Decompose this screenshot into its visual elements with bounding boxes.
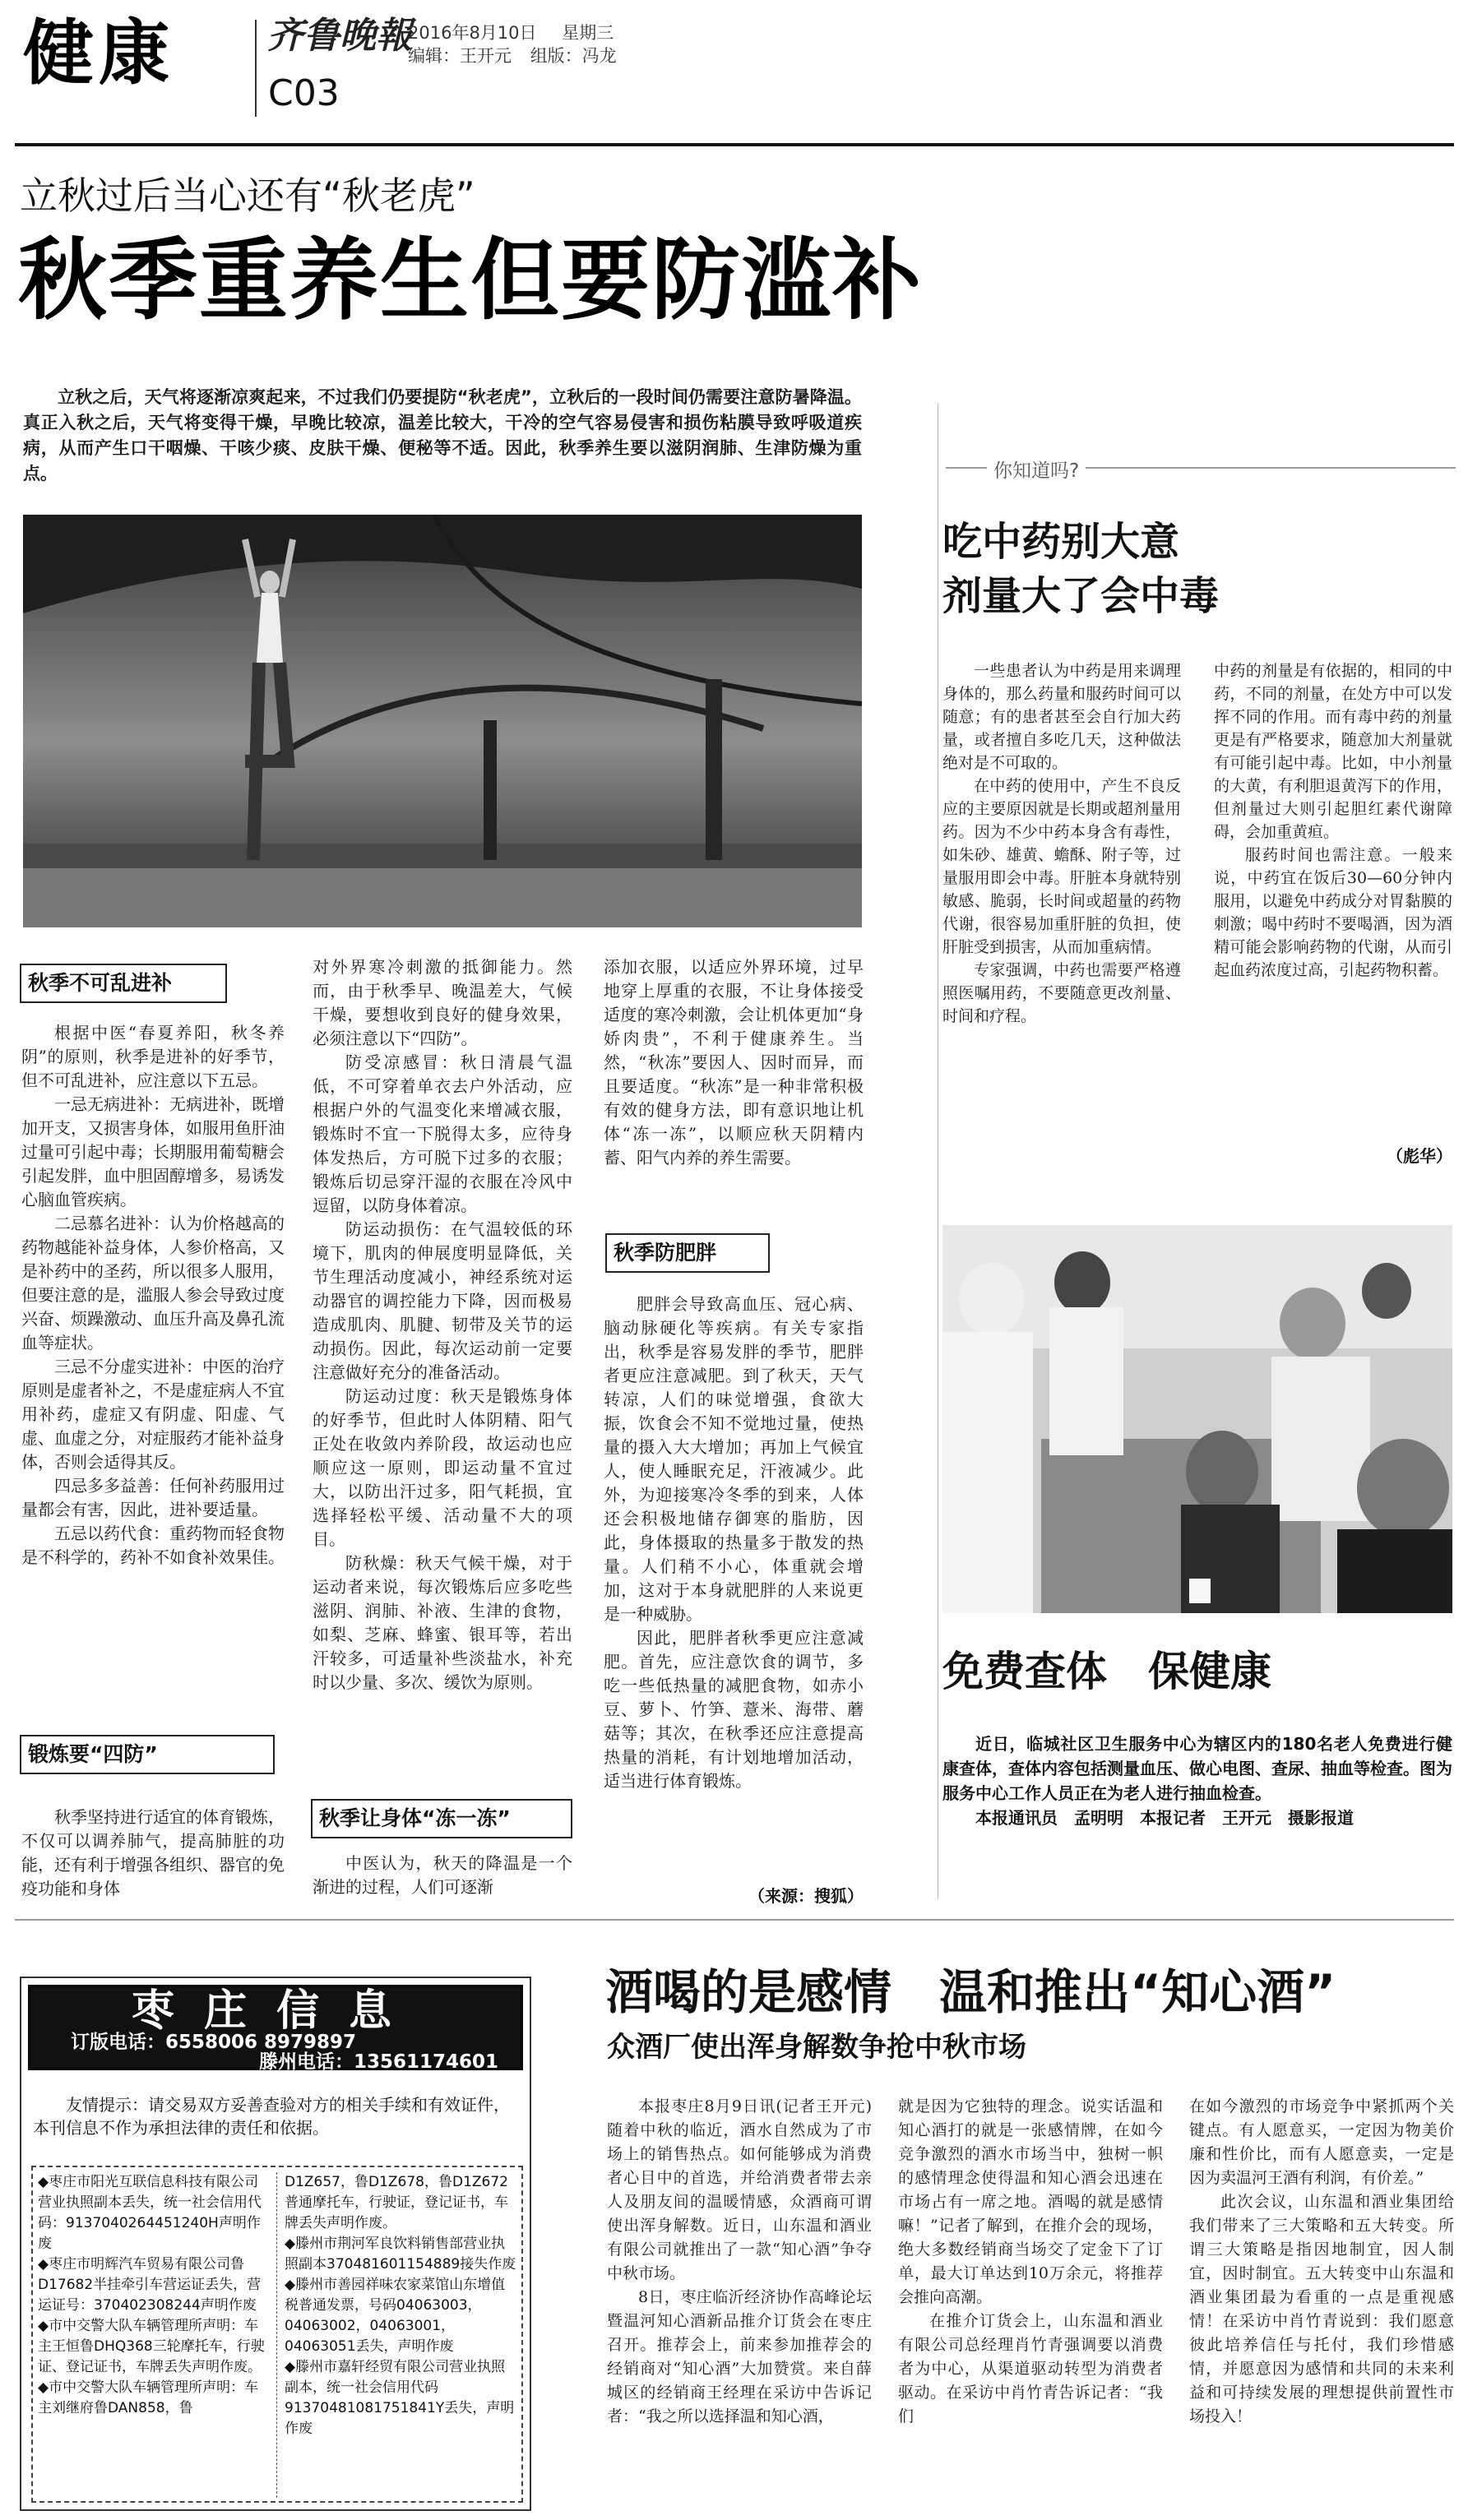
tcm-p5: 服药时间也需注意。一般来说，中药宜在饭后30—60分钟内服用，以避免中药成分对胃黏膜的刺激；喝中药时不要喝酒，因为酒精可能会影响药物的代谢，从而引起血药浓度过高，引起药物积蓄。 (1214, 846, 1452, 979)
wine-p3: 就是因为它独特的理念。说实话温和知心酒打的就是一张感情牌，在如今竞争激烈的酒水市场当中，独树一帜的感情理念使得温和知心酒会迅速在市场占有一席之地。酒喝的就是感情嘛！”记者了解到，在推介会的现场，绝大多数经销商当场交了定金下了订单，最大订单达到10万余元，将推荐会推向高潮。 (898, 2097, 1163, 2306)
checkup-caption (942, 1732, 1452, 1830)
ad-left-item: ◆枣庄市明辉汽车贸易有限公司鲁D17682半挂牵引车营运证丢失，营运证号：370402308244声明作废 (38, 2256, 262, 2314)
lead-intro-text: 立秋之后，天气将逐渐凉爽起来，不过我们仍要提防“秋老虎”，立秋后的一段时间仍需要注意防暑降温。真正入秋之后，天气将变得干燥，早晚比较凉，温差比较大，干冷的空气容易侵害和损伤粘膜导致呼吸道疾病，从而产生口干咽燥、干咳少痰、皮肤干燥、便秘等不适。因此，秋季养生要以滋阴润肺、生津防燥为重点。 (23, 387, 862, 483)
tcm-p3: 专家强调，中药也需要严格遵照医嘱用药，不要随意更改剂量、时间和疗程。 (942, 961, 1181, 1025)
tcm-title-2: 剂量大了会中毒 (942, 573, 1220, 619)
lead-headline: 秋季重养生但要防滥补 (18, 229, 924, 332)
col3-body (604, 955, 864, 1170)
wine-p1: 本报枣庄8月9日讯(记者王开元) 随着中秋的临近，酒水自然成为了市场上的销售热点。如何能够成为消费者心目中的首选，并给消费者带去亲人及朋友间的温暖情感，众酒商可谓使出浑身解数。近日，山东温和酒业有限公司就推出了一款“知心酒”争夺中秋市场。 (607, 2097, 888, 2282)
section-separator (15, 1919, 1454, 1921)
ad-title: 枣庄信息 (131, 1986, 421, 2036)
col2-p4: 防运动过度：秋天是锻炼身体的好季节，但此时人体阴精、阳气正处在收敛内养阶段，故运动也应顺应这一原则，即运动量不宜过大，以防出汗过多，阳气耗损，宜选择轻松平缓、活动量不大的项目。 (313, 1386, 572, 1549)
tcm-title-1: 吃中药别大意 (942, 519, 1180, 565)
col1-p7: 秋季坚持进行适宜的体育锻炼，不仅可以调养肺气，提高肺脏的功能，还有利于增强各组织、器官的免疫功能和身体 (21, 1807, 285, 1898)
masthead-divider (255, 20, 257, 117)
masthead-editors (408, 44, 617, 67)
ad-column-divider (276, 2172, 277, 2498)
subhead-four-guards: 锻炼要“四防” (20, 1735, 275, 1774)
newspaper-logo: 齐鲁晚報 (267, 15, 412, 57)
ad-left-column (38, 2172, 268, 2419)
col3-body-2 (604, 1292, 864, 1793)
tcm-col-a (942, 659, 1181, 1028)
ad-phone-2: 滕州电话：13561174601 (258, 2051, 498, 2073)
lead-kicker: 立秋过后当心还有“秋老虎” (20, 173, 475, 218)
zaozhuang-info-ad (20, 1977, 531, 2511)
wine-col-3 (1189, 2095, 1454, 2429)
page-number: C03 (268, 72, 340, 114)
ad-left-item: ◆市中交警大队车辆管理所声明：车主刘继府鲁DAN858，鲁 (38, 2379, 259, 2416)
col2-p5: 防秋燥：秋天气候干燥，对于运动者来说，每次锻炼后应多吃些滋阴、润肺、补液、生津的食物，如梨、芝麻、蜂蜜、银耳等，若出汗较多，可适量补些淡盐水，补充时以少量、多次、缓饮为原则。 (313, 1553, 572, 1692)
col3-p3: 因此，肥胖者秋季更应注意减肥。首先，应注意饮食的调节，多吃一些低热量的减肥食物，如赤小豆、萝卜、竹笋、薏米、海带、蘑菇等；其次，在秋季还应注意提高热量的消耗，有计划地增加活动，适当进行体育锻炼。 (604, 1628, 864, 1791)
yoga-photo (23, 515, 862, 927)
ad-right-column (285, 2172, 516, 2439)
ad-left-item: ◆市中交警大队车辆管理所声明：车主王恒鲁DHQ368三轮摩托车，行驶证、登记证书，车牌丢失声明作废。 (38, 2318, 265, 2375)
col1-p1: 根据中医“春夏养阳，秋冬养阴”的原则，秋季是进补的好季节，但不可乱进补，应注意以下五忌。 (21, 1023, 285, 1090)
tcm-p4: 中药的剂量是有依据的，相同的中药，不同的剂量，在处方中可以发挥不同的作用。而有毒中药的剂量更是有严格要求，随意加大剂量就有可能引起中毒。比如，中小剂量的大黄，有利胆退黄泻下的作用，但剂量过大则引起胆红素代谢障碍，会加重黄疸。 (1214, 662, 1452, 841)
ad-phone-1: 订版电话：6558006 8979897 (71, 2032, 357, 2053)
ad-notice: 友情提示：请交易双方妥善查验对方的相关手续和有效证件，本刊信息不作为承担法律的责任和依据。 (33, 2095, 510, 2138)
col2-body-2 (313, 1852, 572, 1899)
subhead-no-random-tonic: 秋季不可乱进补 (20, 964, 227, 1003)
col3-p1: 添加衣服，以适应外界环境，过早地穿上厚重的衣服，不让身体接受适度的寒冷刺激，会让机体更加“身娇肉贵”，不利于健康养生。当然，“秋冻”要因人、因时而异，而且要适度。“秋冻”是一种非常积极有效的健身方法，即有意识地让机体“冻一冻”，以顺应秋天阴精内蓄、阳气内养的养生需要。 (604, 957, 864, 1168)
col2-body (313, 955, 572, 1695)
tcm-col-b (1214, 659, 1452, 982)
ad-right-item: ◆滕州市荆河军良饮料销售部营业执照副本37048160115​4889接失作废 (285, 2236, 516, 2273)
col2-p1: 对外界寒冷刺激的抵御能力。然而，由于秋季早、晚温差大，气候干燥，要想收到良好的健身效果，必须注意以下“四防”。 (313, 957, 572, 1048)
wine-p6: 此次会议，山东温和酒业集团给我们带来了三大策略和五大转变。所谓三大策略是指因地制宜，因人制宜，因时制宜。五大转变中山东温和酒业集团最为看重的一点是重视感情！在采访中肖竹青说到：我们愿意彼此培养信任与托付，我们珍惜感情，并愿意因为感情和共同的未来利益和可持续发展的理想提供前置性市场投入！ (1189, 2193, 1454, 2425)
ad-left-item: ◆枣庄市阳光互联信息科技有限公司营业执照副本丢失，统一社会信用代码：913704026445124​0H声明作废 (38, 2174, 262, 2252)
subhead-prevent-obesity: 秋季防肥胖 (605, 1233, 770, 1273)
masthead-rule (15, 143, 1454, 146)
tcm-p2: 在中药的使用中，产生不良反应的主要原因就是长期或超剂量用药。因为不少中药本身含有毒性，如朱砂、雄黄、蟾酥、附子等，过量服用即会中毒。肝脏本身就特别敏感、脆弱，长时间或超量的药物代谢，很容易加重肝脏的负担，使肝脏受到损害，从而加重病情。 (942, 777, 1181, 956)
wine-headline: 酒喝的是感情 温和推出“知心酒” (605, 1964, 1336, 2020)
col1-body (21, 1021, 285, 1570)
lead-intro (23, 385, 862, 487)
masthead-date (408, 21, 614, 44)
checkup-credit: 本报通讯员 孟明明 本报记者 王开元 摄影报道 (975, 1808, 1354, 1828)
col1-p2: 一忌无病进补：无病进补，既增加开支，又损害身体，如服用鱼肝油过量可引起中毒；长期服用葡萄糖会引起发胖，血中胆固醇增多，易诱发心脑血管疾病。 (21, 1094, 285, 1209)
wine-subhead: 众酒厂使出浑身解数争抢中秋市场 (607, 2031, 1026, 2064)
wine-p2: 8日，枣庄临沂经济协作高峰论坛暨温河知心酒新品推介订货会在枣庄召开。推荐会上，前来参加推荐会的经销商对“知心酒”大加赞赏。来自薛城区的经销商王经理在采访中告诉记者：“我之所以选择温和知心酒， (607, 2288, 872, 2425)
col1-p5: 四忌多多益善：任何补药服用过量都会有害，因此，进补要适量。 (21, 1476, 285, 1519)
did-you-know-text: 你知道吗? (987, 455, 1086, 483)
weekday-text: 星期三 (562, 23, 614, 43)
layout-text: 组版：冯龙 (530, 46, 617, 66)
col1-p3: 二忌慕名进补：认为价格越高的药物越能补益身体，人参价格高，又是补药中的圣药，所以很多人服用，但要注意的是，滥服人参会导致过度兴奋、烦躁激动、血压升高及鼻孔流血等症状。 (21, 1214, 285, 1352)
checkup-photo (942, 1225, 1452, 1613)
col3-source: （来源：搜狐） (748, 1886, 864, 1906)
col2-p3: 防运动损伤：在气温较低的环境下，肌肉的伸展度明显降低，关节生理活动度减小，神经系统对运动器官的调控能力下降，因而极易造成肌肉、肌腱、韧带及关节的运动损伤。因此，每次运动前一定要注意做好充分的准备活动。 (313, 1219, 572, 1382)
col1-body-2 (21, 1806, 285, 1901)
col2-p6: 中医认为，秋天的降温是一个渐进的过程，人们可逐渐 (313, 1853, 572, 1897)
col3-p2: 肥胖会导致高血压、冠心病、脑动脉硬化等疾病。有关专家指出，秋季是容易发胖的季节，肥胖者更应注意减肥。到了秋天，天气转凉，人们的味觉增强，食欲大振，饮食会不知不觉地过量，使热量的摄入大大增加；再加上气候宜人，使人睡眠充足，汗液减少。此外，为迎接寒冷冬季的到来，人体还会积极地储存御寒的脂肪，因此，身体摄取的热量多于散发的热量。人们稍不小心，体重就会增加，这对于本身就肥胖的人来说更是一种威胁。 (604, 1294, 864, 1624)
wine-p5: 在如今激烈的市场竞争中紧抓两个关键点。有人愿意买，一定因为物美价廉和性价比，而有人愿意卖，一定是因为卖温河王酒有利润，有价差。” (1189, 2097, 1454, 2187)
wine-col-2 (898, 2095, 1163, 2429)
editor-text: 编辑：王开元 (408, 46, 512, 66)
section-title: 健康 (23, 12, 174, 95)
wine-p4: 在推介订货会上，山东温和酒业有限公司总经理肖竹青强调要以消费者为中心，从渠道驱动转型为消费者驱动。在采访中肖竹青告诉记者：“我们 (898, 2312, 1163, 2425)
checkup-photo-art (942, 1225, 1452, 1613)
subhead-autumn-freeze: 秋季让身体“冻一冻” (311, 1799, 572, 1838)
checkup-title: 免费查体 保健康 (942, 1648, 1271, 1695)
col1-p6: 五忌以药代食：重药物而轻食物是不科学的，药补不如食补效果佳。 (21, 1524, 285, 1567)
col2-p2: 防受凉感冒：秋日清晨气温低，不可穿着单衣去户外活动，应根据户外的气温变化来增减衣服，锻炼时不宜一下脱得太多，应待身体发热后，方可脱下过多的衣服；锻炼后切忌穿汗湿的衣服在冷风中逗留，以防身体着凉。 (313, 1052, 572, 1215)
wine-col-1 (607, 2095, 888, 2429)
col1-p4: 三忌不分虚实进补：中医的治疗原则是虚者补之，不是虚症病人不宜用补药，虚症又有阴虚、阳虚、气虚、血虚之分，对症服药才能补益身体，否则会适得其反。 (21, 1357, 285, 1472)
did-you-know-tag (946, 460, 1456, 490)
date-text: 2016年8月10日 (408, 23, 537, 43)
ad-right-item: ◆滕州市善园祥味农家菜馆山东增值税普通发票，号码04063003，04063002，04063001，04063051丢失，声明作废 (285, 2277, 506, 2355)
tcm-author: （彪华） (1387, 1146, 1452, 1166)
checkup-caption-text: 近日，临城社区卫生服务中心为辖区内的180名老人免费进行健康查体，查体内容包括测量血压、做心电图、查尿、抽血等检查。图为服务中心工作人员正在为老人进行抽血检查。 (942, 1734, 1452, 1803)
ad-right-item: ◆滕州市嘉轩经贸有限公司营业执照副本，统一社会信用代码91370481081751841Y丢失，声明作废 (285, 2359, 515, 2437)
yoga-photo-art (23, 515, 862, 927)
ad-right-item: D1Z657，鲁D1Z678，鲁D1Z672普通摩托车，行驶证，登记证书，车牌丢失声明作废。 (285, 2174, 508, 2231)
tcm-p1: 一些患者认为中药是用来调理身体的，那么药量和服药时间可以随意；有的患者甚至会自行加大药量，或者擅自多吃几天，这种做法绝对是不可取的。 (942, 662, 1181, 772)
